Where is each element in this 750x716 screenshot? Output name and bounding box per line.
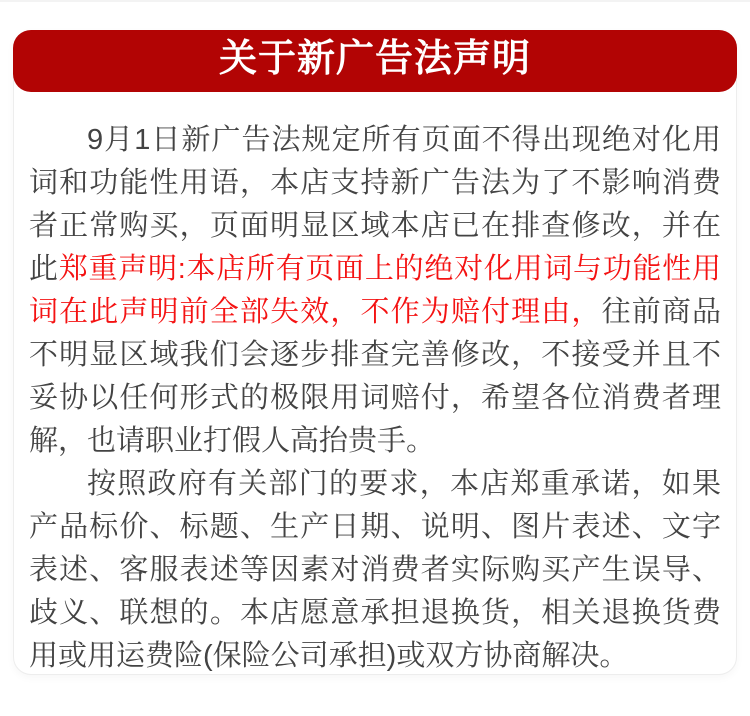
text-segment: 往前商品不明显区域我们会逐步排查完善修改，不接受并且不妥协以任何形式的极限用词赔付，希望各位消费者理解，也请职业打假人高抬贵手。 xyxy=(29,296,721,457)
statement-card xyxy=(13,30,737,675)
statement-header-banner xyxy=(13,30,737,92)
statement-title: 关于新广告法声明 xyxy=(218,38,531,80)
text-segment: 按照政府有关部门的要求，本店郑重承诺，如果产品标价、标题、生产日期、说明、图片表述、文字表述、客服表述等因素对消费者实际购买产生误导、歧义、联想的。本店愿意承担退换货，相关退换货费用或用运费险(保险公司承担)或双方协商解决。 xyxy=(29,468,721,672)
text-segment: 9月1日新广告法规定所有页面不得出现绝对化用词和功能性用语，本店支持新广告法为了不影响消费者正常购买，页面明显区域本店已在排查修改，并在此 xyxy=(29,124,721,285)
statement-paragraph xyxy=(29,463,721,678)
statement-body xyxy=(14,92,736,678)
emphasis-text-segment: 郑重声明:本店所有页面上的绝对化用词与功能性用词在此声明前全部失效，不作为赔付理由， xyxy=(29,253,721,328)
page-top-divider xyxy=(0,0,750,2)
statement-paragraph xyxy=(29,119,721,463)
